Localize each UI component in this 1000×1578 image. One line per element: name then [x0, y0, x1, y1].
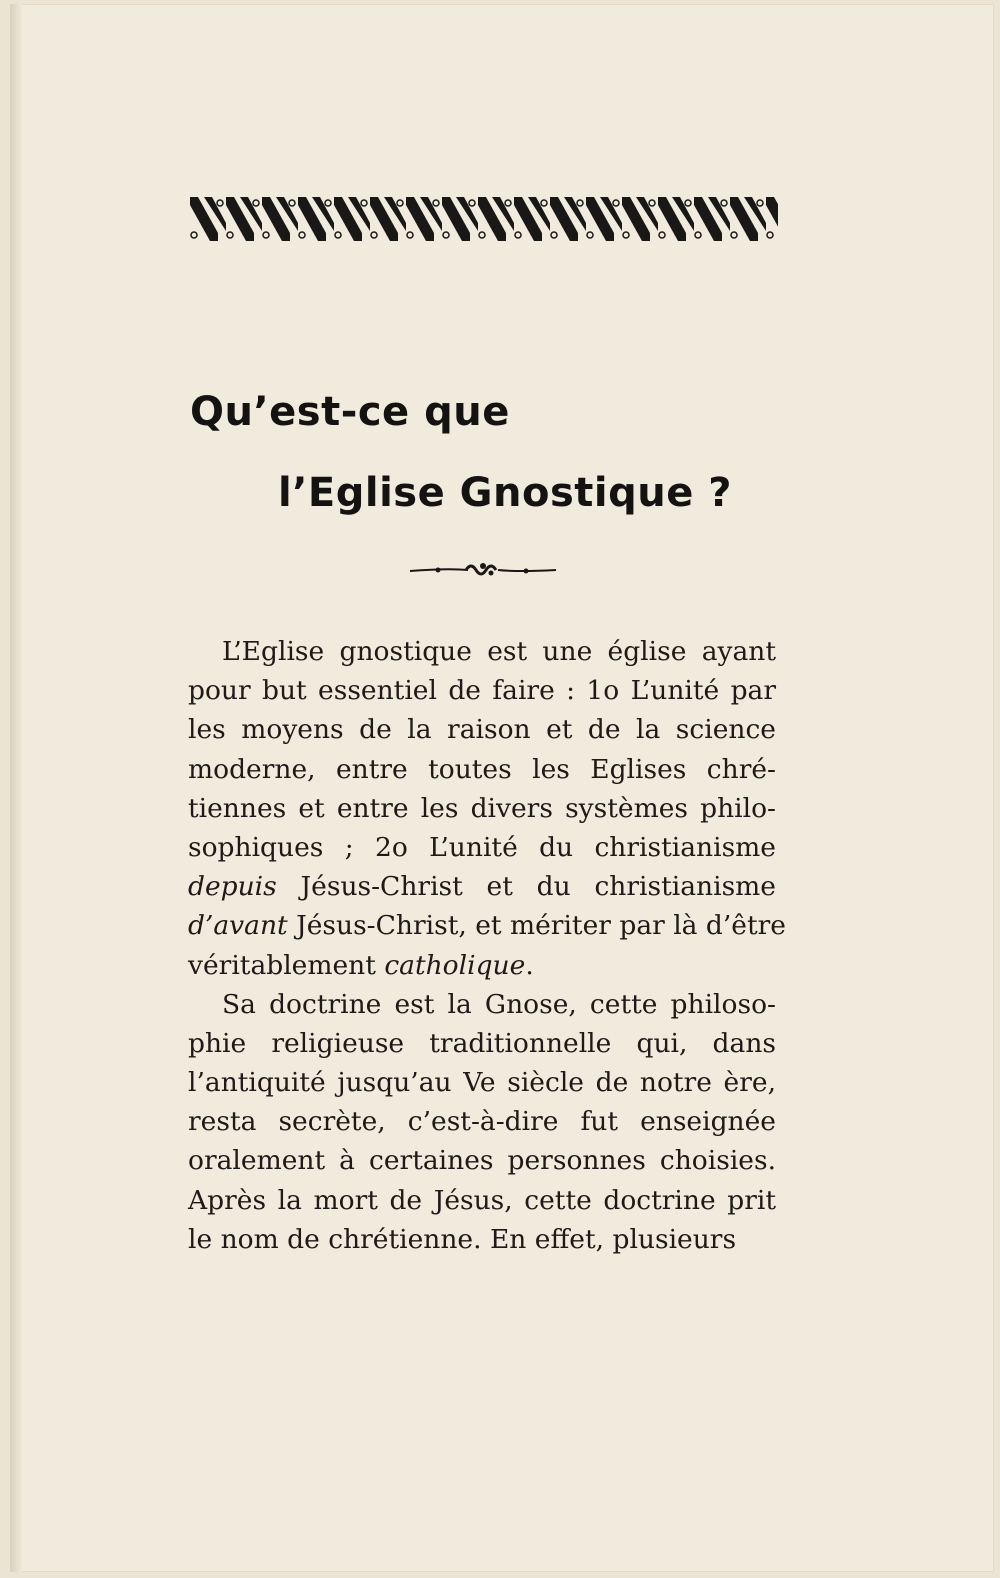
text-line: [188, 1141, 776, 1180]
line-text: Sa doctrine est la Gnose, cette philoso-: [222, 988, 776, 1020]
page-title-line2: l’Eglise Gnostique ?: [278, 470, 732, 516]
line-text: les moyens de la raison et de la science: [188, 714, 776, 746]
line-text: pour but essentiel de faire : 1o L’unité par: [188, 675, 776, 707]
line-text: resta secrète, c’est-à-dire fut enseignée: [188, 1106, 776, 1138]
text-line: [188, 1220, 776, 1259]
text-line: [188, 946, 776, 985]
text-line: [188, 1181, 776, 1220]
text-line: [188, 1024, 776, 1063]
line-text: L’Eglise gnostique est une église ayant: [222, 636, 776, 667]
text-line: [188, 710, 776, 749]
line-text: moderne, entre toutes les Eglises chré-: [188, 753, 776, 785]
line-text: sophiques ; 2o L’unité du christianisme: [188, 831, 776, 863]
document-page: [10, 4, 994, 1572]
text-line: [188, 906, 786, 945]
text-line: [188, 867, 776, 906]
line-text: le nom de chrétienne. En effet, plusieurs: [188, 1223, 737, 1255]
line-text: Jésus-Christ, et mériter par là d’être: [287, 910, 786, 942]
line-text: l’antiquité jusqu’au Ve siècle de notre ère,: [188, 1067, 776, 1099]
line-text: Après la mort de Jésus, cette doctrine prit: [188, 1184, 776, 1216]
scan-edge: [10, 4, 22, 1572]
text-line: [188, 828, 776, 867]
zigzag-border-ornament-icon: [190, 197, 778, 241]
line-text: Jésus-Christ et du christianisme: [276, 871, 776, 903]
page-title-line1: Qu’est-ce que: [190, 389, 510, 435]
line-tail: .: [525, 949, 534, 981]
text-line: [188, 750, 776, 789]
italic-word: catholique: [384, 949, 526, 981]
line-text: véritablement: [188, 949, 385, 981]
line-text: phie religieuse traditionnelle qui, dans: [188, 1027, 776, 1059]
italic-word: d’avant: [188, 910, 288, 942]
italic-word: depuis: [188, 871, 277, 903]
text-line: [188, 632, 776, 671]
line-text: tiennes et entre les divers systèmes philo-: [188, 792, 776, 824]
line-text: oralement à certaines personnes choisies.: [188, 1145, 776, 1177]
text-line: [188, 671, 776, 710]
body-text: [188, 632, 786, 1259]
text-line: [188, 789, 776, 828]
text-line: [188, 1102, 776, 1141]
fleuron-divider-icon: [408, 560, 558, 580]
text-line: [188, 1063, 776, 1102]
text-line: [188, 985, 776, 1024]
